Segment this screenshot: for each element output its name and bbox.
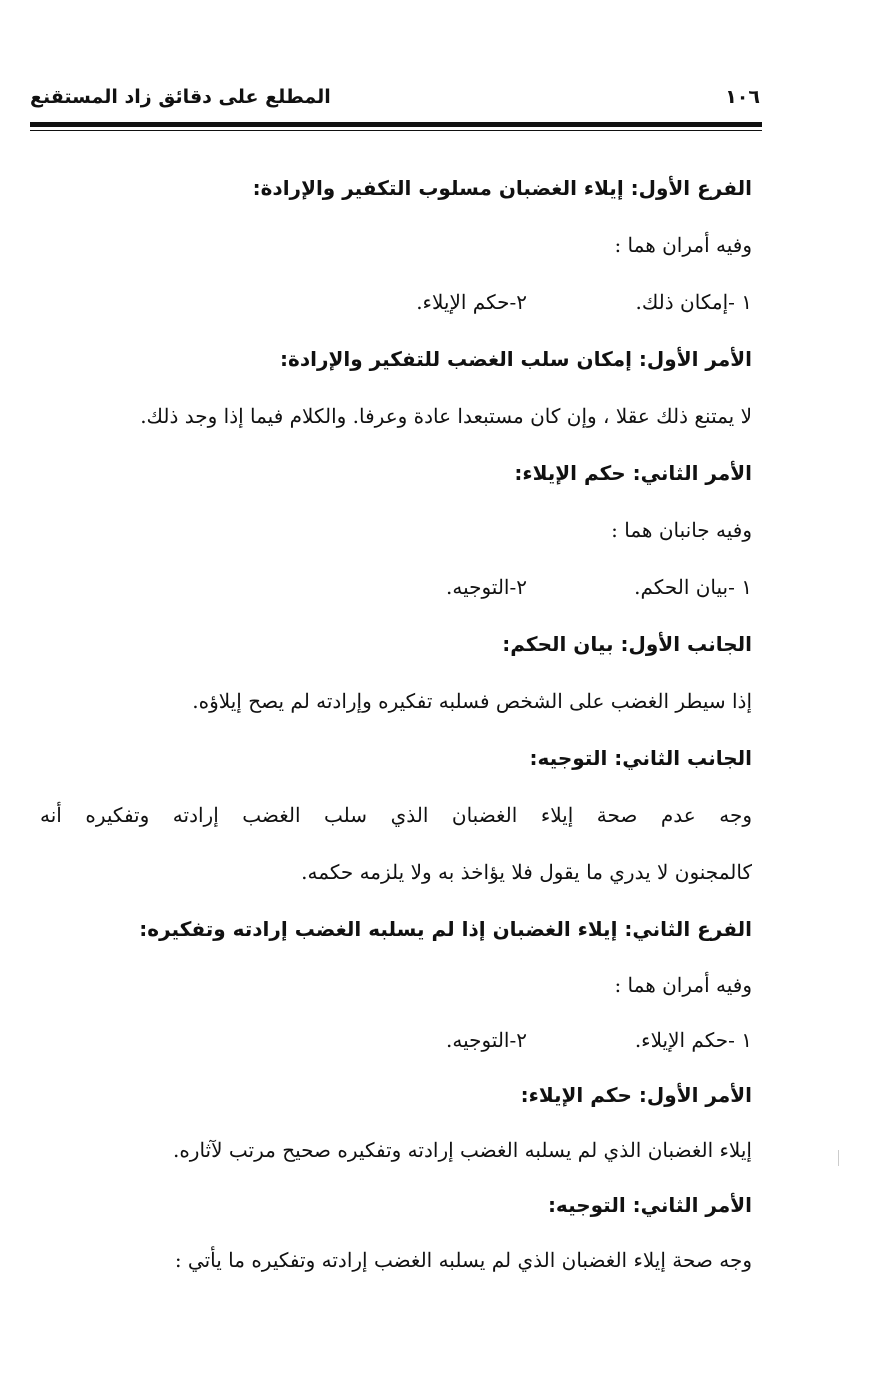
enumerated-list-line: [40, 559, 752, 616]
enumerated-list-line: [40, 274, 752, 331]
paragraph-line: وفيه جانبان هما :: [611, 518, 752, 542]
paragraph-line: لا يمتنع ذلك عقلا ، وإن كان مستبعدا عادة وعرفا. والكلام فيما إذا وجد ذلك.: [140, 404, 752, 428]
paragraph-line: وفيه أمران هما :: [614, 973, 752, 997]
list-item: ١ -حكم الإيلاء.: [634, 1028, 752, 1052]
subsection-heading: الأمر الأول: إمكان سلب الغضب للتفكير والإرادة:: [280, 347, 752, 371]
subsection-heading: الأمر الثاني: حكم الإيلاء:: [514, 461, 752, 485]
paragraph-line: وجه صحة إيلاء الغضبان الذي لم يسلبه الغضب إرادته وتفكيره ما يأتي :: [174, 1248, 752, 1272]
paragraph-line: وجه عدم صحة إيلاء الغضبان الذي سلب الغضب إرادته وتفكيره أنه: [40, 803, 752, 827]
enumerated-list-line: [40, 1013, 752, 1068]
body-text: [40, 160, 752, 1288]
running-header: [30, 82, 762, 118]
list-item: ٢-التوجيه.: [445, 575, 527, 599]
header-rule-thin: [30, 130, 762, 131]
subsection-heading: الجانب الأول: بيان الحكم:: [502, 632, 752, 656]
subsection-heading: الجانب الثاني: التوجيه:: [529, 746, 752, 770]
paragraph-line: إيلاء الغضبان الذي لم يسلبه الغضب إرادته وتفكيره صحيح مرتب لآثاره.: [172, 1138, 752, 1162]
header-rule-thick: [30, 122, 762, 127]
paragraph-line: كالمجنون لا يدري ما يقول فلا يؤاخذ به ولا يلزمه حكمه.: [301, 860, 752, 884]
list-item: ١ -بيان الحكم.: [634, 575, 752, 599]
list-item: ١ -إمكان ذلك.: [635, 290, 752, 314]
list-item: ٢-حكم الإيلاء.: [416, 290, 527, 314]
list-item: ٢-التوجيه.: [445, 1028, 527, 1052]
paragraph-line: وفيه أمران هما :: [614, 233, 752, 257]
subsection-heading: الأمر الأول: حكم الإيلاء:: [520, 1083, 752, 1107]
scan-margin-mark: [838, 1150, 839, 1166]
page-number: ١٠٦: [725, 86, 760, 108]
section-heading-branch-2: الفرع الثاني: إيلاء الغضبان إذا لم يسلبه الغضب إرادته وتفكيره:: [139, 917, 752, 941]
section-heading-branch-1: الفرع الأول: إيلاء الغضبان مسلوب التكفير والإرادة:: [252, 176, 752, 200]
paragraph-line: إذا سيطر الغضب على الشخص فسلبه تفكيره وإرادته لم يصح إيلاؤه.: [192, 689, 752, 713]
book-title: المطلع على دقائق زاد المستقنع: [30, 86, 331, 108]
subsection-heading: الأمر الثاني: التوجيه:: [547, 1193, 752, 1217]
